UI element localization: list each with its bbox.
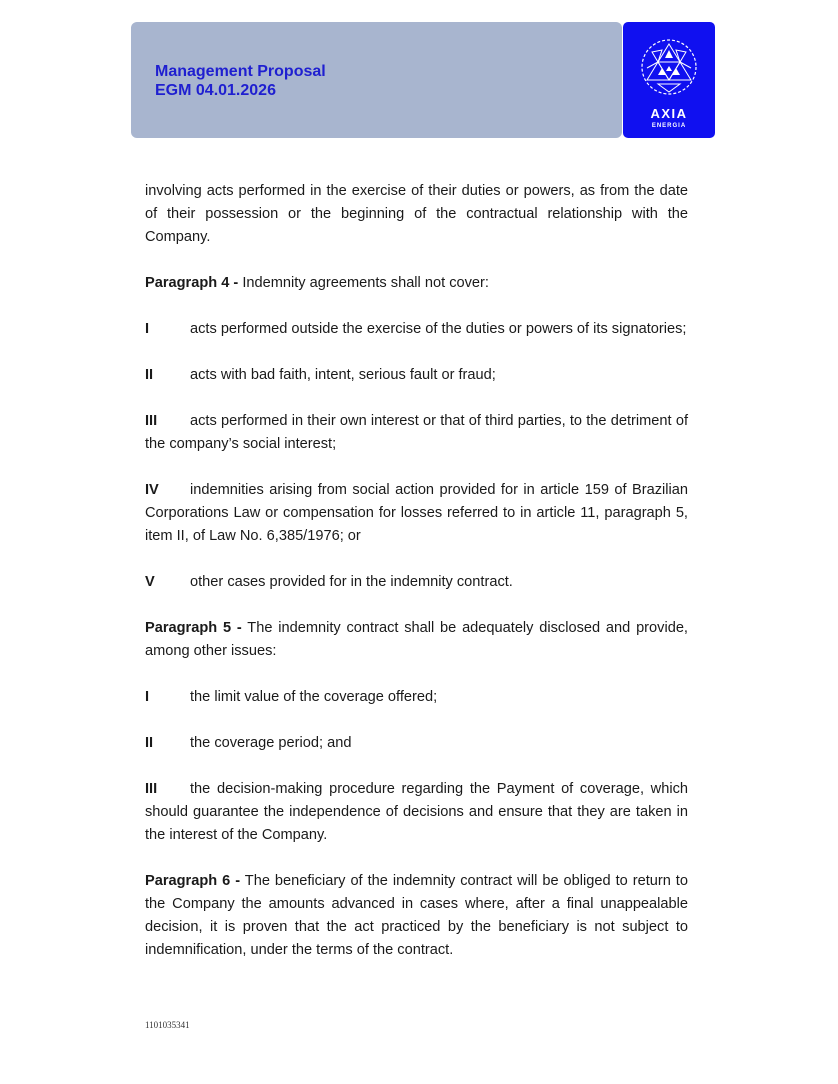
paragraph-5-text: The indemnity contract shall be adequately disclosed and provide, among other issues:: [145, 620, 688, 659]
item-text: the limit value of the coverage offered;: [190, 689, 438, 705]
item-number: V: [145, 574, 155, 590]
item-number: III: [145, 781, 158, 797]
header-title: [155, 62, 326, 100]
item-number: I: [145, 689, 150, 705]
item-text: acts performed outside the exercise of the duties or powers of its signatories;: [190, 321, 687, 337]
item-text: the decision-making procedure regarding the Payment of coverage, which should guarantee the independence of decisions and ensure that they are taken in the interest of the Company.: [145, 781, 688, 843]
geodesic-sphere-icon: [640, 38, 698, 96]
paragraph-5: [145, 617, 688, 663]
header-title-line2: EGM 04.01.2026: [155, 82, 276, 99]
company-logo: [623, 22, 715, 138]
paragraph-4-label: Paragraph 4 -: [145, 275, 239, 291]
item-number: II: [145, 367, 154, 383]
item-number: IV: [145, 482, 159, 498]
list-item: [145, 410, 688, 456]
paragraph-4-text: Indemnity agreements shall not cover:: [238, 275, 489, 291]
item-text: acts performed in their own interest or that of third parties, to the detriment of the company’s social interest;: [145, 413, 688, 452]
header-title-line1: Management Proposal: [155, 63, 326, 80]
paragraph-5-label: Paragraph 5 -: [145, 620, 242, 636]
item-number: I: [145, 321, 150, 337]
list-item: [145, 318, 688, 341]
paragraph-6-text: The beneficiary of the indemnity contract will be obliged to return to the Company the amounts advanced in cases where, after a final unappealable decision, it is proven that the act practiced by the beneficiary is not subject to indemnification, under the terms of the contract.: [145, 873, 688, 958]
paragraph-4: [145, 272, 688, 295]
document-id: 1101035341: [145, 1020, 190, 1030]
item-text: acts with bad faith, intent, serious fault or fraud;: [190, 367, 496, 383]
logo-subtitle: ENERGIA: [651, 123, 687, 129]
item-number: II: [145, 735, 154, 751]
logo-name: AXIA: [650, 106, 688, 121]
item-text: other cases provided for in the indemnity contract.: [190, 574, 513, 590]
intro-paragraph: involving acts performed in the exercise of their duties or powers, as from the date of their possession or the beginning of the contractual relationship with the Company.: [145, 183, 688, 245]
list-item: [145, 732, 688, 755]
list-item: [145, 479, 688, 548]
list-item: [145, 571, 688, 594]
list-item: [145, 686, 688, 709]
list-item: [145, 778, 688, 847]
item-text: indemnities arising from social action provided for in article 159 of Brazilian Corporations Law or compensation for losses referred to in article 11, paragraph 5, item II, of Law No. 6,385/1976; or: [145, 482, 688, 544]
list-item: [145, 364, 688, 387]
item-text: the coverage period; and: [190, 735, 352, 751]
header-band: [131, 22, 622, 138]
paragraph-6-label: Paragraph 6 -: [145, 873, 241, 889]
item-number: III: [145, 413, 158, 429]
paragraph-6: [145, 870, 688, 962]
document-body: [145, 180, 688, 985]
